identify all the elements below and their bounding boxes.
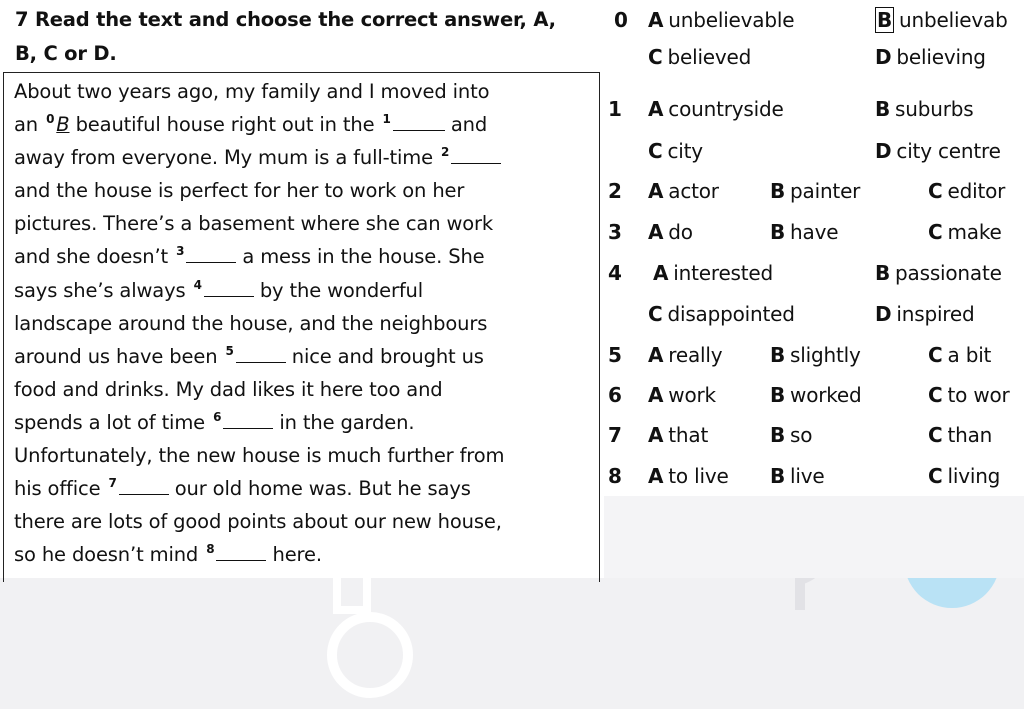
passage-line: and the house is perfect for her to work on her — [14, 179, 465, 202]
option-1-a: A countryside — [648, 97, 784, 121]
task-title-cont: B, C or D. — [15, 42, 117, 65]
option-7-b: B so — [770, 423, 813, 447]
option-4-c: C disappointed — [648, 302, 795, 326]
gap-3 — [186, 246, 236, 263]
passage-line: so he doesn’t mind $^8$ here. — [14, 542, 322, 566]
option-5-b: B slightly — [770, 343, 861, 367]
option-0-a: A unbelievable — [648, 8, 795, 32]
page-edge — [604, 496, 1024, 578]
passage-line: spends a lot of time $^6$ in the garden. — [14, 410, 415, 434]
passage-line: away from everyone. My mum is a full-time $^2$ — [14, 146, 501, 169]
gap-1 — [393, 114, 445, 131]
option-7-a: A that — [648, 423, 709, 447]
passage-line: his office $^7$ our old home was. But he says — [14, 476, 471, 500]
option-8-c: C living — [928, 464, 1001, 488]
option-7-c: C than — [928, 423, 993, 447]
passage-line: About two years ago, my family and I moved into — [14, 80, 490, 103]
question-number: 7 — [608, 423, 622, 447]
question-number: 4 — [608, 261, 622, 285]
gap-6 — [223, 412, 273, 429]
option-0-c: C believed — [648, 45, 752, 69]
gap-2 — [451, 147, 501, 164]
question-number: 3 — [608, 220, 622, 244]
option-1-c: C city — [648, 139, 703, 163]
passage-line: an $^0$ B beautiful house right out in the $^1$ and — [14, 112, 488, 136]
example-answer: B — [56, 113, 70, 136]
gap-7 — [119, 478, 169, 495]
question-number: 1 — [608, 97, 622, 121]
option-3-a: A do — [648, 220, 693, 244]
question-number: 6 — [608, 383, 622, 407]
passage-line: there are lots of good points about our new house, — [14, 510, 502, 533]
passage-line: pictures. There’s a basement where she can work — [14, 212, 494, 235]
option-3-c: C make — [928, 220, 1002, 244]
option-2-a: A actor — [648, 179, 719, 203]
passage-line: says she’s always $^4$ by the wonderful — [14, 278, 424, 302]
option-0-d: D believing — [875, 45, 986, 69]
option-1-d: D city centre — [875, 139, 1001, 163]
task-title: 7 Read the text and choose the correct answer, A, — [15, 8, 556, 31]
gap-4 — [204, 280, 254, 297]
option-4-d: D inspired — [875, 302, 975, 326]
option-6-a: A work — [648, 383, 716, 407]
option-5-c: C a bit — [928, 343, 992, 367]
gap-5 — [236, 346, 286, 363]
option-0-b: B unbelievab — [877, 8, 1008, 32]
option-8-a: A to live — [648, 464, 729, 488]
option-3-b: B have — [770, 220, 839, 244]
question-number: 0 — [614, 8, 628, 32]
question-number: 2 — [608, 179, 622, 203]
option-4-b: B passionate — [875, 261, 1002, 285]
passage-line: and she doesn’t $^3$ a mess in the house. She — [14, 244, 485, 268]
selected-answer-box: B — [877, 8, 893, 32]
question-number: 8 — [608, 464, 622, 488]
passage-line: Unfortunately, the new house is much further from — [14, 444, 505, 467]
option-4-a: A interested — [653, 261, 774, 285]
passage-line: food and drinks. My dad likes it here too and — [14, 378, 443, 401]
gap-8 — [216, 544, 266, 561]
option-8-b: B live — [770, 464, 825, 488]
option-6-c: C to wor — [928, 383, 1010, 407]
option-1-b: B suburbs — [875, 97, 974, 121]
passage-line: landscape around the house, and the neighbours — [14, 312, 488, 335]
option-6-b: B worked — [770, 383, 862, 407]
passage-line: around us have been $^5$ nice and brought us — [14, 344, 484, 368]
option-5-a: A really — [648, 343, 723, 367]
option-2-b: B painter — [770, 179, 861, 203]
question-number: 5 — [608, 343, 622, 367]
option-2-c: C editor — [928, 179, 1006, 203]
